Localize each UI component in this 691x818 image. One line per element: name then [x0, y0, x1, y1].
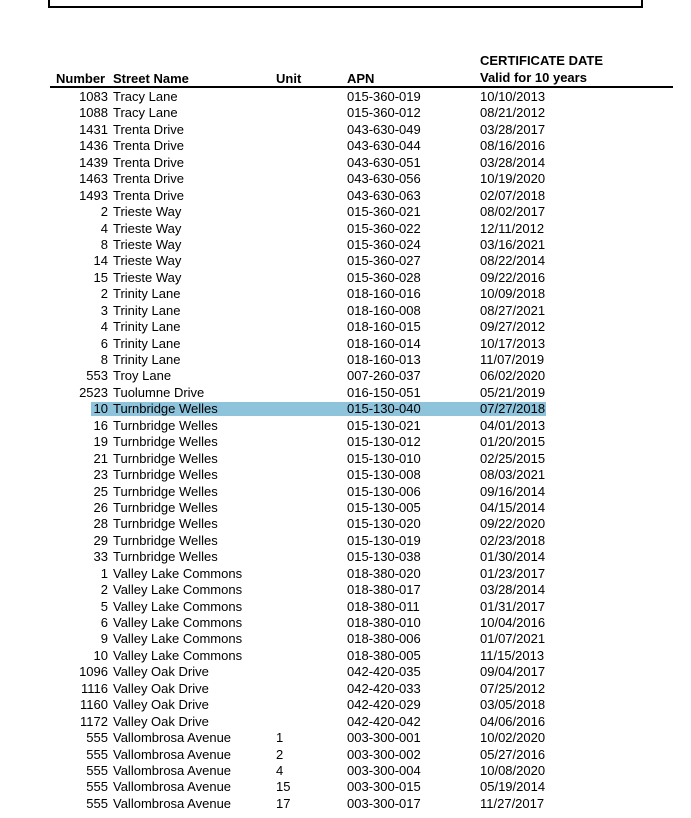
- number-cell: 10: [93, 647, 108, 663]
- number-cell: 3: [100, 302, 108, 318]
- table-row[interactable]: [0, 566, 691, 582]
- apn-cell: 018-160-016: [347, 286, 421, 302]
- header-street-name: Street Name: [113, 71, 189, 86]
- table-row[interactable]: [0, 484, 691, 500]
- apn-cell: 015-130-021: [347, 417, 421, 433]
- street-name-cell: Tracy Lane: [113, 105, 178, 121]
- apn-cell: 018-380-006: [347, 631, 421, 647]
- table-row[interactable]: [0, 336, 691, 352]
- street-name-cell: Turnbridge Welles: [113, 549, 218, 565]
- report-title-box: [48, 0, 643, 8]
- street-name-cell: Trinity Lane: [113, 335, 181, 351]
- certificate-date-cell: 11/07/2019: [480, 352, 545, 367]
- number-cell: 15: [93, 269, 108, 285]
- certificate-date-cell: 04/15/2014: [480, 499, 546, 515]
- certificate-date-cell: 05/21/2019: [480, 384, 546, 400]
- apn-cell: 003-300-017: [347, 795, 421, 811]
- street-name-cell: Trenta Drive: [113, 138, 185, 154]
- header-number: Number: [56, 71, 106, 86]
- number-cell: 19: [93, 434, 108, 450]
- table-row[interactable]: [0, 467, 691, 483]
- number-cell: 10: [93, 401, 108, 417]
- number-cell: 1463: [79, 171, 108, 187]
- number-cell: 21: [93, 450, 108, 466]
- apn-cell: 018-380-011: [347, 598, 420, 614]
- number-cell: 1088: [79, 105, 108, 121]
- street-name-cell: Valley Lake Commons: [113, 615, 243, 630]
- number-cell: 14: [93, 253, 108, 269]
- certificate-date-cell: 08/21/2012: [480, 105, 546, 121]
- number-cell: 2523: [79, 384, 108, 400]
- apn-cell: 016-150-051: [347, 384, 421, 400]
- table-row[interactable]: [0, 221, 691, 237]
- certificate-date-cell: 06/02/2020: [480, 368, 546, 384]
- street-name-cell: Vallombrosa Avenue: [113, 746, 232, 762]
- certificate-date-cell: 09/22/2020: [480, 516, 546, 532]
- street-name-cell: Valley Lake Commons: [113, 582, 243, 598]
- table-row[interactable]: [0, 664, 691, 680]
- apn-cell: 018-380-005: [347, 647, 421, 663]
- street-name-cell: Trinity Lane: [113, 352, 181, 367]
- table-row-selected[interactable]: [0, 401, 691, 417]
- number-cell: 1096: [79, 664, 108, 680]
- number-cell: 23: [93, 467, 108, 483]
- certificate-date-cell: 10/19/2020: [480, 171, 546, 187]
- street-name-cell: Turnbridge Welles: [113, 483, 218, 499]
- table-row[interactable]: [0, 155, 691, 171]
- table-row[interactable]: [0, 730, 691, 746]
- apn-cell: 043-630-051: [347, 154, 421, 170]
- apn-cell: 015-360-028: [347, 269, 421, 285]
- apn-cell: 015-130-005: [347, 499, 421, 515]
- certificate-date-cell: 12/11/2012: [480, 220, 545, 236]
- header-divider: [50, 86, 673, 88]
- street-name-cell: Valley Lake Commons: [113, 565, 243, 581]
- table-row[interactable]: [0, 204, 691, 220]
- street-name-cell: Trinity Lane: [113, 302, 181, 318]
- certificate-date-cell: 03/05/2018: [480, 697, 546, 713]
- apn-cell: 015-130-040: [347, 401, 421, 417]
- certificate-date-cell: 07/25/2012: [480, 680, 546, 696]
- table-row[interactable]: [0, 648, 691, 664]
- unit-cell: 15: [276, 779, 291, 795]
- certificate-date-cell: 02/07/2018: [480, 187, 546, 203]
- apn-cell: 015-360-027: [347, 253, 421, 269]
- number-cell: 6: [100, 615, 108, 630]
- number-cell: 8: [100, 236, 108, 252]
- table-row[interactable]: [0, 434, 691, 450]
- certificate-date-cell: 09/04/2017: [480, 664, 546, 680]
- number-cell: 26: [93, 499, 108, 515]
- number-cell: 29: [93, 532, 108, 548]
- table-row[interactable]: [0, 451, 691, 467]
- certificate-date-cell: 08/16/2016: [480, 138, 546, 154]
- number-cell: 2: [100, 204, 108, 220]
- number-cell: 2: [100, 286, 108, 302]
- header-unit: Unit: [276, 71, 302, 86]
- table-row[interactable]: [0, 599, 691, 615]
- table-row[interactable]: [0, 779, 691, 795]
- number-cell: 9: [100, 631, 108, 647]
- number-cell: 555: [86, 795, 108, 811]
- header-apn: APN: [347, 71, 375, 86]
- table-row[interactable]: [0, 615, 691, 631]
- apn-cell: 015-130-008: [347, 467, 421, 483]
- table-row[interactable]: [0, 270, 691, 286]
- apn-cell: 015-130-020: [347, 516, 421, 532]
- street-name-cell: Vallombrosa Avenue: [113, 779, 232, 795]
- apn-cell: 015-360-024: [347, 236, 421, 252]
- apn-cell: 018-380-020: [347, 565, 421, 581]
- street-name-cell: Valley Lake Commons: [113, 647, 243, 663]
- certificate-date-cell: 10/04/2016: [480, 615, 546, 630]
- street-name-cell: Valley Oak Drive: [113, 713, 209, 729]
- street-name-cell: Tracy Lane: [113, 89, 178, 104]
- street-name-cell: Turnbridge Welles: [113, 516, 218, 532]
- table-row[interactable]: [0, 418, 691, 434]
- table-row[interactable]: [0, 253, 691, 269]
- certificate-date-cell: 11/15/2013: [480, 647, 545, 663]
- apn-cell: 042-420-035: [347, 664, 421, 680]
- street-name-cell: Trieste Way: [113, 253, 182, 269]
- certificate-date-cell: 08/22/2014: [480, 253, 546, 269]
- street-name-cell: Valley Oak Drive: [113, 680, 209, 696]
- certificate-date-cell: 03/28/2014: [480, 154, 546, 170]
- certificate-date-cell: 01/30/2014: [480, 549, 546, 565]
- apn-cell: 003-300-001: [347, 730, 421, 746]
- number-cell: 1083: [79, 89, 108, 104]
- unit-cell: 4: [276, 762, 284, 778]
- table-row[interactable]: [0, 237, 691, 253]
- street-name-cell: Turnbridge Welles: [113, 417, 218, 433]
- certificate-date-cell: 09/27/2012: [480, 319, 546, 335]
- street-name-cell: Trinity Lane: [113, 319, 181, 335]
- apn-cell: 018-160-014: [347, 335, 421, 351]
- number-cell: 33: [93, 549, 108, 565]
- number-cell: 1431: [79, 121, 108, 137]
- apn-cell: 043-630-049: [347, 121, 421, 137]
- table-row[interactable]: [0, 105, 691, 121]
- apn-cell: 003-300-015: [347, 779, 421, 795]
- street-name-cell: Trieste Way: [113, 204, 182, 220]
- table-row[interactable]: [0, 582, 691, 598]
- number-cell: 555: [86, 730, 108, 746]
- certificate-date-cell: 10/09/2018: [480, 286, 546, 302]
- number-cell: 25: [93, 483, 108, 499]
- street-name-cell: Valley Lake Commons: [113, 598, 243, 614]
- number-cell: 4: [100, 319, 108, 335]
- number-cell: 1493: [79, 187, 108, 203]
- certificate-date-cell: 10/17/2013: [480, 335, 546, 351]
- unit-cell: 1: [276, 730, 284, 746]
- address-table-body: [0, 89, 691, 812]
- street-name-cell: Trenta Drive: [113, 171, 185, 187]
- table-row[interactable]: [0, 286, 691, 302]
- table-row[interactable]: [0, 122, 691, 138]
- number-cell: 1436: [79, 138, 108, 154]
- certificate-date-cell: 01/07/2021: [480, 631, 546, 647]
- street-name-cell: Vallombrosa Avenue: [113, 795, 232, 811]
- apn-cell: 043-630-044: [347, 138, 421, 154]
- street-name-cell: Trenta Drive: [113, 121, 185, 137]
- table-row[interactable]: [0, 171, 691, 187]
- apn-cell: 015-130-012: [347, 434, 421, 450]
- apn-cell: 007-260-037: [347, 368, 421, 384]
- apn-cell: 003-300-002: [347, 746, 421, 762]
- street-name-cell: Trinity Lane: [113, 286, 181, 302]
- apn-cell: 015-130-038: [347, 549, 421, 565]
- street-name-cell: Valley Lake Commons: [113, 631, 243, 647]
- number-cell: 4: [100, 220, 108, 236]
- apn-cell: 003-300-004: [347, 762, 421, 778]
- number-cell: 555: [86, 762, 108, 778]
- certificate-date-cell: 04/06/2016: [480, 713, 546, 729]
- certificate-date-cell: 09/16/2014: [480, 483, 546, 499]
- street-name-cell: Trenta Drive: [113, 187, 185, 203]
- certificate-date-cell: 01/31/2017: [480, 598, 546, 614]
- street-name-cell: Trieste Way: [113, 220, 182, 236]
- number-cell: 1: [100, 565, 108, 581]
- number-cell: 8: [100, 352, 108, 367]
- apn-cell: 018-380-010: [347, 615, 421, 630]
- certificate-date-cell: 04/01/2013: [480, 417, 546, 433]
- apn-cell: 042-420-042: [347, 713, 421, 729]
- number-cell: 1172: [80, 713, 108, 729]
- table-row[interactable]: [0, 188, 691, 204]
- street-name-cell: Trieste Way: [113, 269, 182, 285]
- apn-cell: 042-420-033: [347, 680, 421, 696]
- street-name-cell: Turnbridge Welles: [113, 467, 218, 483]
- number-cell: 553: [86, 368, 108, 384]
- apn-cell: 018-160-015: [347, 319, 421, 335]
- certificate-date-cell: 07/27/2018: [480, 401, 546, 417]
- street-name-cell: Valley Oak Drive: [113, 664, 209, 680]
- certificate-date-cell: 02/23/2018: [480, 532, 546, 548]
- certificate-date-cell: 05/27/2016: [480, 746, 546, 762]
- table-row[interactable]: [0, 303, 691, 319]
- apn-cell: 042-420-029: [347, 697, 421, 713]
- table-row[interactable]: [0, 368, 691, 384]
- certificate-date-cell: 03/16/2021: [480, 236, 546, 252]
- apn-cell: 015-360-022: [347, 220, 421, 236]
- number-cell: 1116: [81, 680, 108, 696]
- apn-cell: 015-130-006: [347, 483, 421, 499]
- apn-cell: 043-630-056: [347, 171, 421, 187]
- street-name-cell: Vallombrosa Avenue: [113, 730, 232, 746]
- street-name-cell: Valley Oak Drive: [113, 697, 209, 713]
- certificate-date-cell: 10/10/2013: [480, 89, 546, 104]
- number-cell: 1160: [80, 697, 108, 713]
- street-name-cell: Trenta Drive: [113, 154, 185, 170]
- apn-cell: 015-130-019: [347, 532, 421, 548]
- number-cell: 28: [93, 516, 108, 532]
- street-name-cell: Turnbridge Welles: [113, 450, 218, 466]
- apn-cell: 018-160-013: [347, 352, 421, 367]
- header-certificate-date: CERTIFICATE DATE: [480, 53, 604, 68]
- table-row[interactable]: [0, 385, 691, 401]
- table-row[interactable]: [0, 352, 691, 368]
- certificate-date-cell: 01/20/2015: [480, 434, 546, 450]
- street-name-cell: Turnbridge Welles: [113, 401, 218, 417]
- street-name-cell: Turnbridge Welles: [113, 434, 218, 450]
- street-name-cell: Turnbridge Welles: [113, 532, 218, 548]
- apn-cell: 015-130-010: [347, 450, 421, 466]
- certificate-date-cell: 08/03/2021: [480, 467, 546, 483]
- number-cell: 5: [100, 598, 108, 614]
- table-row[interactable]: [0, 500, 691, 516]
- table-row[interactable]: [0, 714, 691, 730]
- table-row[interactable]: [0, 516, 691, 532]
- number-cell: 16: [93, 417, 108, 433]
- table-row[interactable]: [0, 681, 691, 697]
- apn-cell: 015-360-021: [347, 204, 421, 220]
- certificate-date-cell: 05/19/2014: [480, 779, 546, 795]
- street-name-cell: Trieste Way: [113, 236, 182, 252]
- apn-cell: 043-630-063: [347, 187, 421, 203]
- certificate-date-cell: 03/28/2017: [480, 121, 546, 137]
- table-row[interactable]: [0, 697, 691, 713]
- certificate-date-cell: 10/02/2020: [480, 730, 546, 746]
- street-name-cell: Tuolumne Drive: [113, 384, 205, 400]
- table-row[interactable]: [0, 549, 691, 565]
- table-row[interactable]: [0, 796, 691, 812]
- street-name-cell: Troy Lane: [113, 368, 172, 384]
- table-row[interactable]: [0, 533, 691, 549]
- apn-cell: 018-160-008: [347, 302, 421, 318]
- number-cell: 1439: [79, 154, 108, 170]
- certificate-date-cell: 02/25/2015: [480, 450, 546, 466]
- table-row[interactable]: [0, 138, 691, 154]
- unit-cell: 17: [276, 795, 291, 811]
- table-row[interactable]: [0, 319, 691, 335]
- apn-cell: 015-360-012: [347, 105, 421, 121]
- certificate-date-cell: 10/08/2020: [480, 762, 546, 778]
- certificate-date-cell: 01/23/2017: [480, 565, 546, 581]
- certificate-date-cell: 03/28/2014: [480, 582, 546, 598]
- number-cell: 6: [100, 335, 108, 351]
- number-cell: 555: [86, 779, 108, 795]
- table-row[interactable]: [0, 89, 691, 105]
- apn-cell: 015-360-019: [347, 89, 421, 104]
- number-cell: 555: [86, 746, 108, 762]
- header-valid-years: Valid for 10 years: [480, 70, 587, 85]
- table-row[interactable]: [0, 763, 691, 779]
- apn-cell: 018-380-017: [347, 582, 421, 598]
- table-row[interactable]: [0, 747, 691, 763]
- certificate-date-cell: 08/27/2021: [480, 302, 546, 318]
- table-row[interactable]: [0, 631, 691, 647]
- certificate-date-cell: 08/02/2017: [480, 204, 546, 220]
- unit-cell: 2: [276, 746, 284, 762]
- certificate-date-cell: 11/27/2017: [480, 795, 545, 811]
- certificate-date-cell: 09/22/2016: [480, 269, 546, 285]
- street-name-cell: Turnbridge Welles: [113, 499, 218, 515]
- number-cell: 2: [100, 582, 108, 598]
- street-name-cell: Vallombrosa Avenue: [113, 762, 232, 778]
